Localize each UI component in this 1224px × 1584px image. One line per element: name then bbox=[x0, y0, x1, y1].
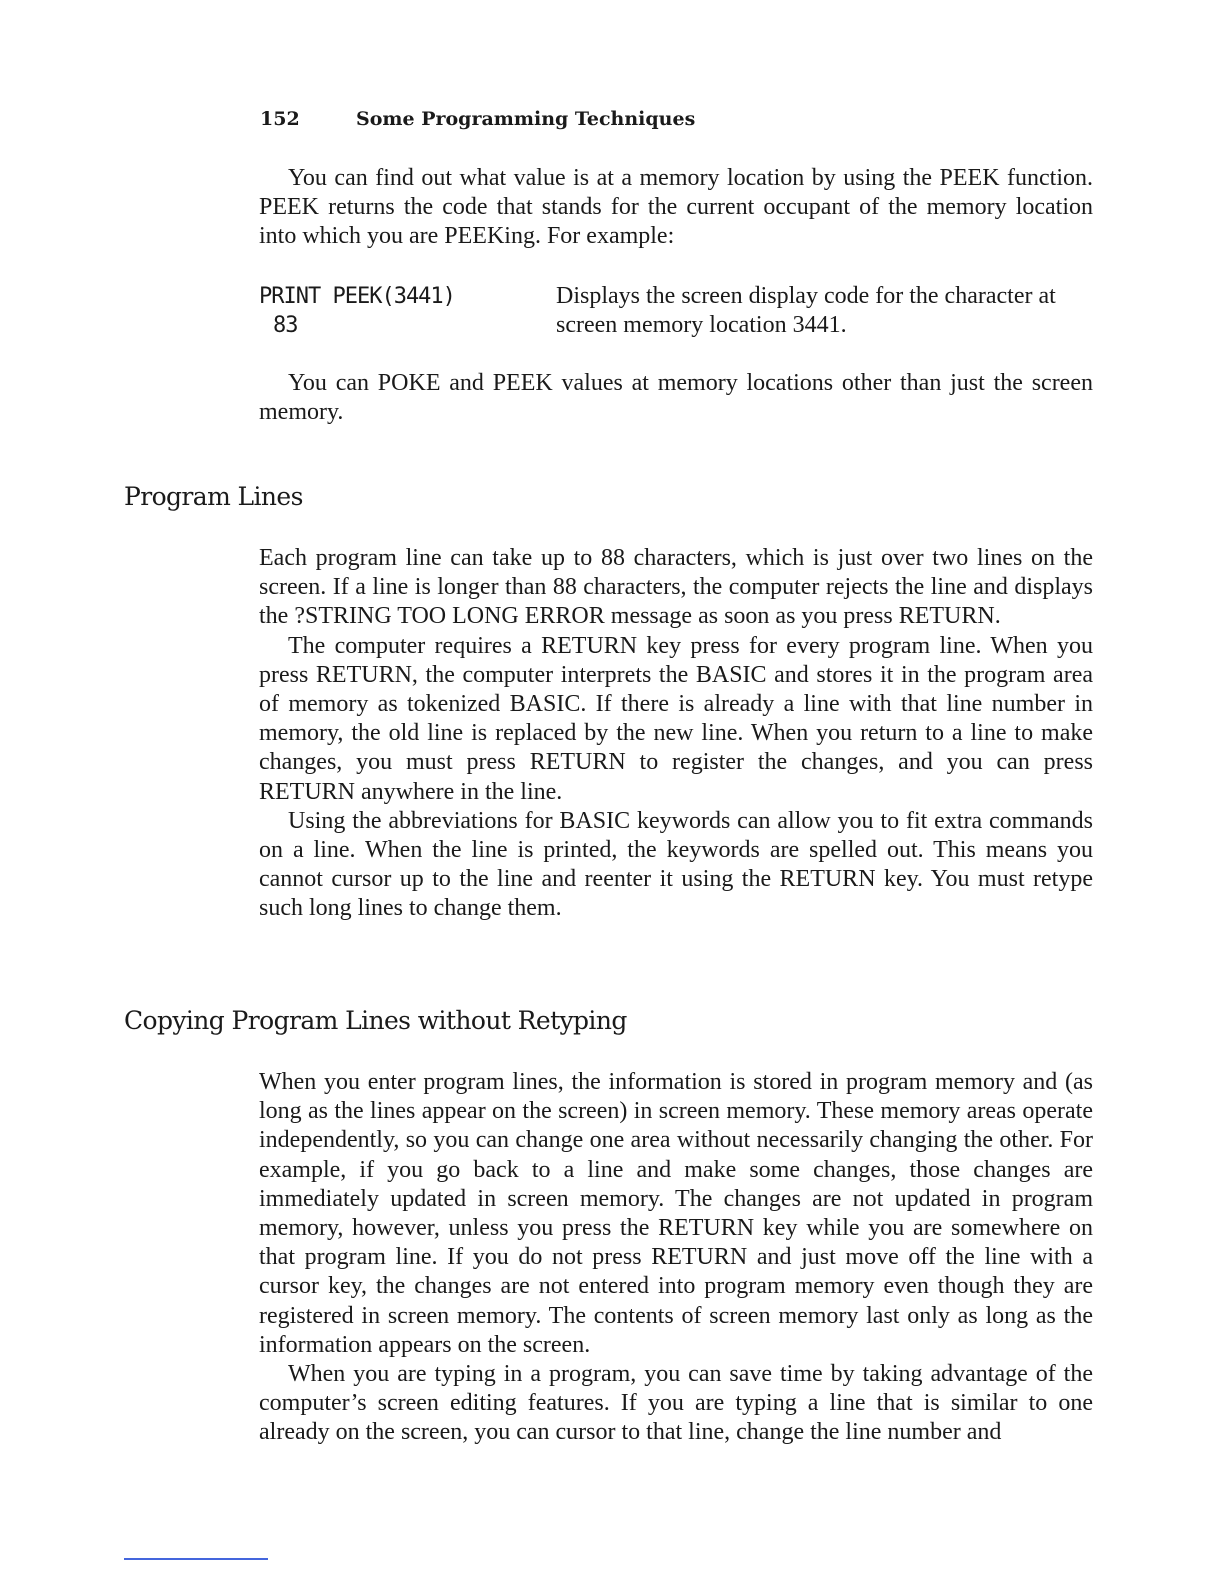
paragraph: Each program line can take up to 88 characters, which is just over two lines on the screen. If a line is longer than 88 characters, the computer rejects the line and displays the ?STRING TOO LONG ERROR message as soon as you press RETURN. bbox=[259, 545, 1093, 630]
running-title: Some Programming Techniques bbox=[356, 108, 696, 130]
paragraph: When you are typing in a program, you can save time by taking advantage of the computer’s screen editing features. If you are typing a line that is similar to one already on the screen, you can cursor to that line, change the line number and bbox=[259, 1361, 1093, 1446]
running-head bbox=[260, 108, 695, 130]
copying-lines-body bbox=[259, 1068, 1093, 1448]
footnote-rule bbox=[124, 1558, 268, 1560]
paragraph: Using the abbreviations for BASIC keywords can allow you to fit extra commands on a line. When the line is printed, the keywords are spelled out. This means you cannot cursor up to the line and reenter it using the RETURN key. You must retype such long lines to change them. bbox=[259, 807, 1093, 922]
page-number: 152 bbox=[260, 108, 300, 130]
example-output: 83 bbox=[273, 313, 298, 338]
intro-paragraph-1-block bbox=[259, 164, 1093, 252]
example-description: Displays the screen display code for the character at screen memory location 3441. bbox=[556, 283, 1056, 338]
section-heading-program-lines: Program Lines bbox=[124, 482, 303, 511]
intro-paragraph-2-block bbox=[259, 369, 1093, 427]
paragraph: The computer requires a RETURN key press for every program line. When you press RETURN, the computer interprets the BASIC and stores it in the program area of memory as tokenized BASIC. If there is already a line with that line number in memory, the old line is replaced by the new line. When you return to a line to make changes, you must press RETURN to register the changes, and you can press RETURN anywhere in the line. bbox=[259, 632, 1093, 805]
program-lines-body bbox=[259, 544, 1093, 924]
intro-paragraph-1: You can find out what value is at a memory location by using the PEEK function. PEEK returns the code that stands for the current occupant of the memory location into which you are PEEKing. For example: bbox=[259, 165, 1093, 250]
intro-paragraph-2: You can POKE and PEEK values at memory locations other than just the screen memory. bbox=[259, 370, 1093, 426]
section-heading-copying-program-lines: Copying Program Lines without Retyping bbox=[124, 1006, 627, 1035]
example-code: PRINT PEEK(3441) bbox=[259, 284, 455, 309]
paragraph: When you enter program lines, the information is stored in program memory and (as long as the lines appear on the screen) in screen memory. These memory areas operate independently, so you can change one area without necessarily changing the other. For example, if you go back to a line and make some changes, those changes are immediately updated in screen memory. The changes are not updated in program memory, however, unless you press the RETURN key while you are somewhere on that program line. If you do not press RETURN and just move off the line with a cursor key, the changes are not entered into program memory even though they are registered in screen memory. The contents of screen memory last only as long as the information appears on the screen. bbox=[259, 1069, 1093, 1358]
example-code-block bbox=[259, 282, 455, 340]
